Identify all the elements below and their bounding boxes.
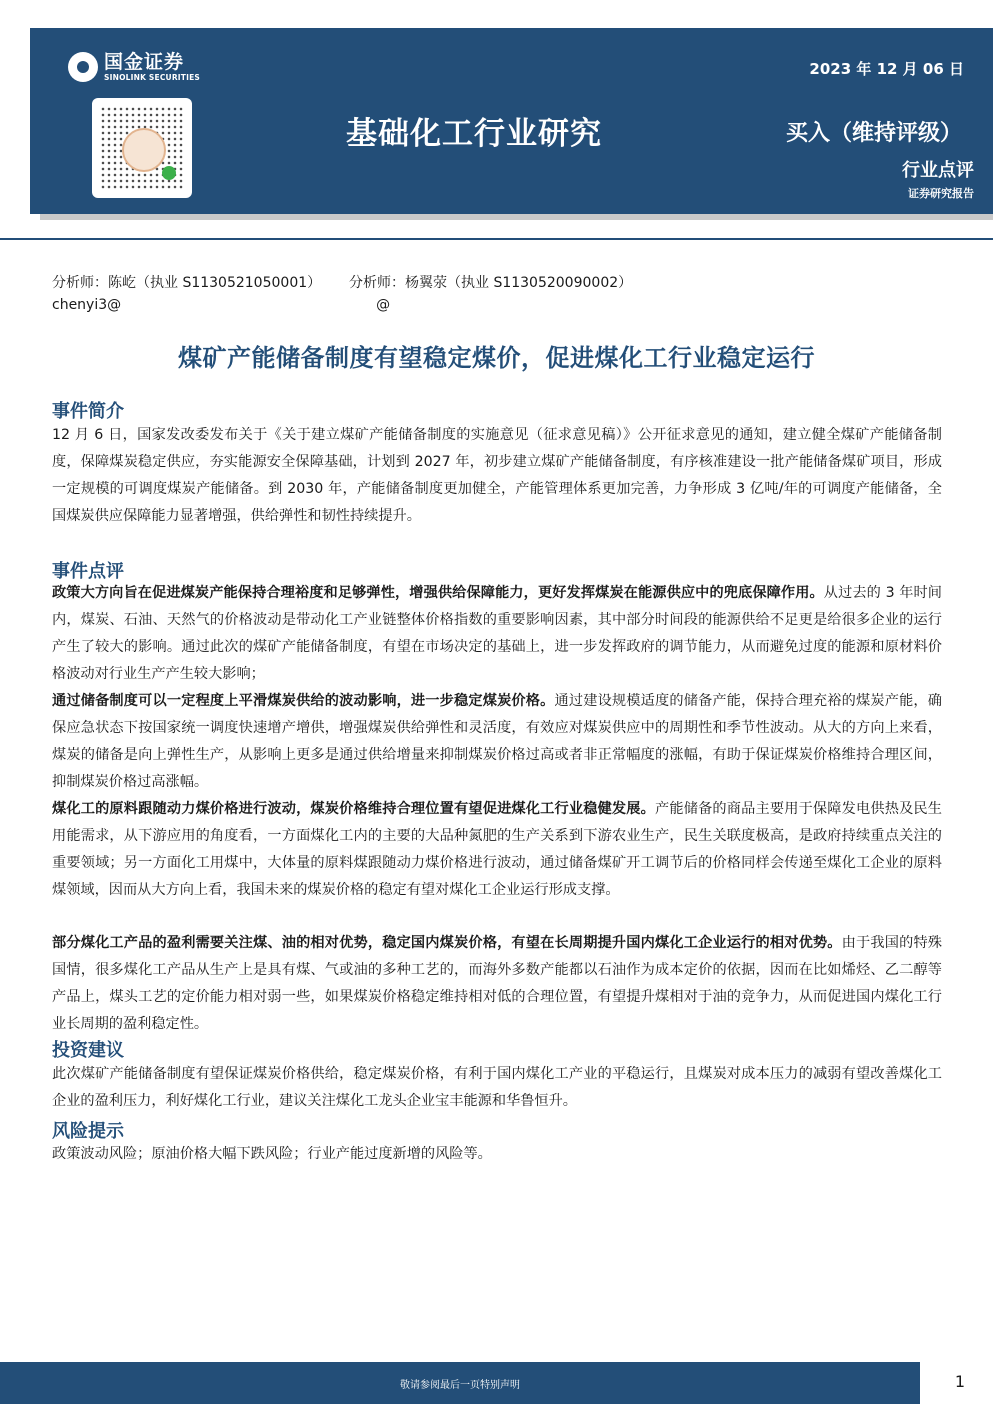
comment-paragraph-1 [52, 580, 942, 688]
comment-4-lead: 部分煤化工产品的盈利需要关注煤、油的相对优势，稳定国内煤炭价格，有望在长周期提升国内煤化工企业运行的相对优势。 [52, 935, 842, 951]
comment-4-body: 由于我国的特殊国情，很多煤化工产品从生产上是具有煤、气或油的多种工艺的，而海外多数产能都以石油作为成本定价的依据，因而在比如烯烃、乙二醇等产品上，煤头工艺的定价能力相对弱一些，如果煤炭价格稳定维持相对低的合理位置，有望提升煤相对于油的竞争力，从而促进国内煤化工行业长周期的盈利稳定性。 [52, 935, 942, 1032]
logo-name-en: SINOLINK SECURITIES [104, 73, 201, 82]
analyst-2-email[interactable]: @ [376, 297, 391, 313]
report-headline: 煤矿产能储备制度有望稳定煤价，促进煤化工行业稳定运行 [178, 344, 815, 372]
analyst-1-email[interactable]: chenyi3@ [52, 297, 122, 313]
section-title-event-summary: 事件简介 [52, 401, 124, 422]
report-type: 行业点评 [902, 160, 974, 181]
analyst-2: 分析师：杨翼荥（执业 S1130520090002） [349, 275, 633, 291]
rating-badge: 买入（维持评级） [785, 121, 962, 146]
analyst-1: 分析师：陈屹（执业 S1130521050001） [52, 275, 322, 291]
qr-code-icon[interactable] [92, 98, 192, 198]
logo-icon [68, 52, 98, 82]
risk-text: 政策波动风险；原油价格大幅下跌风险；行业产能过度新增的风险等。 [52, 1146, 492, 1162]
report-header [30, 28, 993, 214]
report-date: 2023 年 12 月 06 日 [809, 60, 964, 78]
section-title-investment: 投资建议 [52, 1040, 124, 1061]
section-title-event-comment: 事件点评 [52, 561, 124, 582]
comment-1-body: 从过去的 3 年时间内，煤炭、石油、天然气的价格波动是带动化工产业链整体价格指数的重要影响因素，其中部分时间段的能源供给不足更是给很多企业的运行产生了较大的影响。通过此次的煤矿产能储备制度，有望在市场决定的基础上，进一步发挥政府的调节能力，从而避免过度的能源和原材料价格波动对行业生产产生较大影响； [52, 585, 942, 682]
comment-paragraph-3 [52, 796, 942, 904]
section-title-risk: 风险提示 [52, 1121, 124, 1142]
report-category: 证券研究报告 [908, 187, 974, 200]
header-divider [0, 238, 993, 240]
page-title: 基础化工行业研究 [346, 116, 602, 152]
footer-disclaimer[interactable]: 敬请参阅最后一页特别声明 [400, 1380, 520, 1391]
comment-1-lead: 政策大方向旨在促进煤炭产能保持合理裕度和足够弹性，增强供给保障能力，更好发挥煤炭在能源供应中的兜底保障作用。 [52, 585, 824, 601]
comment-paragraph-4 [52, 930, 942, 1038]
logo-name-cn: 国金证券 [104, 51, 185, 73]
event-summary-text: 12 月 6 日，国家发改委发布关于《关于建立煤矿产能储备制度的实施意见（征求意见稿）》公开征求意见的通知，建立健全煤矿产能储备制度，保障煤炭稳定供应，夯实能源安全保障基础，计划到 2027 年，初步建立煤矿产能储备制度，有序核准建设一批产能储备煤矿项目，形成一定规模的可调度煤炭产能储备。到 2030 年，产能储备制度更加健全，产能管理体系更加完善，力争形成 3 亿吨/年的可调度产能储备，全国煤炭供应保障能力显著增强，供给弹性和韧性持续提升。 [52, 427, 942, 524]
comment-2-lead: 通过储备制度可以一定程度上平滑煤炭供给的波动影响，进一步稳定煤炭价格。 [52, 693, 555, 709]
comment-3-lead: 煤化工的原料跟随动力煤价格进行波动，煤炭价格维持合理位置有望促进煤化工行业稳健发展。 [52, 801, 655, 817]
comment-3-body: 产能储备的商品主要用于保障发电供热及民生用能需求，从下游应用的角度看，一方面煤化工内的主要的大品种氮肥的生产关系到下游农业生产，民生关联度极高，是政府持续重点关注的重要领域；另一方面化工用煤中，大体量的原料煤跟随动力煤价格进行波动，通过储备煤矿开工调节后的价格同样会传递至煤化工企业的原料煤领域，因而从大方向上看，我国未来的煤炭价格的稳定有望对煤化工企业运行形成支撑。 [52, 801, 942, 898]
analyst-info [52, 272, 632, 316]
company-logo [68, 43, 248, 91]
comment-paragraph-2 [52, 688, 942, 796]
investment-text: 此次煤矿产能储备制度有望保证煤炭价格供给，稳定煤炭价格，有利于国内煤化工产业的平稳运行，且煤炭对成本压力的减弱有望改善煤化工企业的盈利压力，利好煤化工行业，建议关注煤化工龙头企业宝丰能源和华鲁恒升。 [52, 1066, 942, 1109]
page-number: 1 [954, 1372, 966, 1391]
comment-2-body: 通过建设规模适度的储备产能，保持合理充裕的煤炭产能，确保应急状态下按国家统一调度快速增产增供，增强煤炭供给弹性和灵活度，有效应对煤炭供应中的周期性和季节性波动。从大的方向上来看，煤炭的储备是向上弹性生产，从影响上更多是通过供给增量来抑制煤炭价格过高或者非正常幅度的涨幅，有助于保证煤炭价格维持合理区间，抑制煤炭价格过高涨幅。 [52, 693, 942, 790]
